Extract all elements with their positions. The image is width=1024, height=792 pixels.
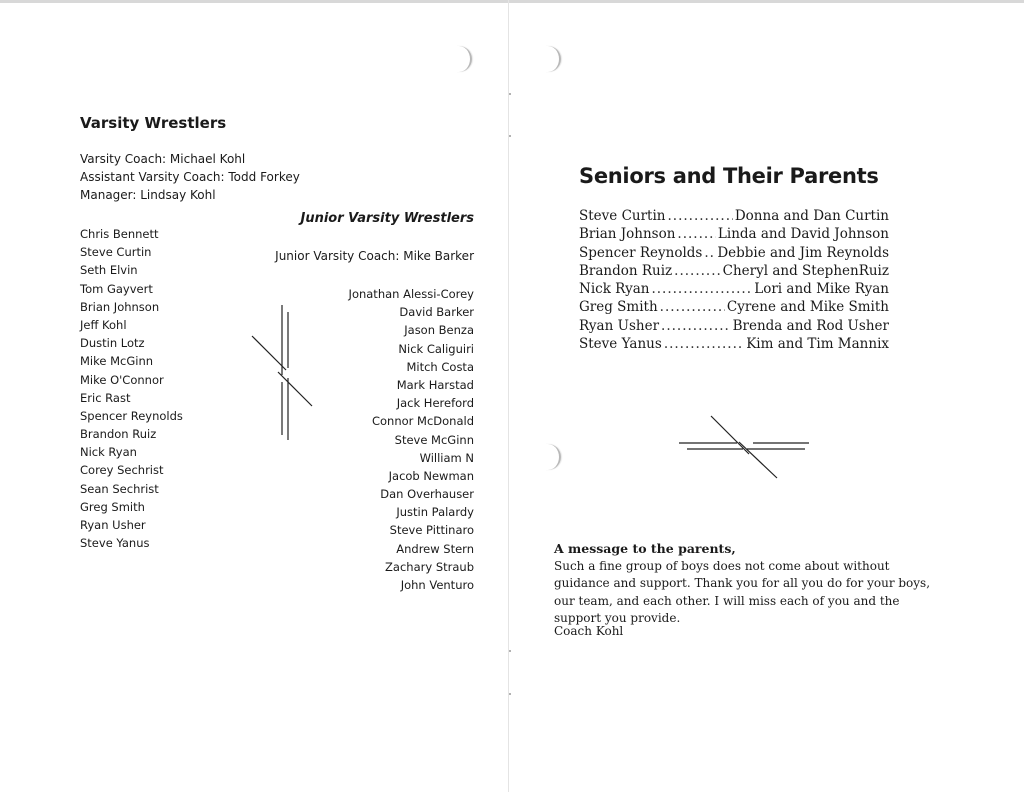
parent-message xyxy=(554,540,944,628)
jv-wrestler-list xyxy=(349,285,474,594)
dot-leader xyxy=(660,298,725,316)
left-page xyxy=(0,0,508,792)
parent-names: Cheryl and StephenRuiz xyxy=(722,262,889,279)
parent-names: Kim and Tim Mannix xyxy=(746,336,889,353)
seniors-title: Seniors and Their Parents xyxy=(579,164,879,188)
senior-name: Brian Johnson xyxy=(579,226,676,243)
varsity-wrestler-list xyxy=(80,225,183,552)
parent-names: Brenda and Rod Usher xyxy=(732,317,889,334)
parent-names: Lori and Mike Ryan xyxy=(754,281,889,298)
dot-leader xyxy=(677,225,716,243)
parent-names: Donna and Dan Curtin xyxy=(734,208,889,224)
senior-name: Steve Yanus xyxy=(579,336,662,353)
varsity-wrestler: Ryan Usher xyxy=(80,518,146,532)
jv-coach: Junior Varsity Coach: Mike Barker xyxy=(275,249,474,263)
message-heading: A message to the parents, xyxy=(554,541,736,556)
decorative-slash-mark xyxy=(677,410,813,480)
varsity-wrestler: Eric Rast xyxy=(80,390,131,405)
senior-row xyxy=(579,298,889,316)
jv-wrestler: David Barker xyxy=(399,305,474,320)
jv-wrestler: Jason Benza xyxy=(404,323,474,338)
senior-name: Greg Smith xyxy=(579,299,658,316)
right-page xyxy=(509,0,1024,792)
jv-title: Junior Varsity Wrestlers xyxy=(300,211,474,226)
jv-wrestler: Connor McDonald xyxy=(371,414,474,429)
parent-names: Linda and David Johnson xyxy=(717,226,889,243)
message-body: Such a fine group of boys does not come about without guidance and support. Thank you for all you do for your boys, our team, and each other. I will miss each of you and the support you provide. xyxy=(554,558,931,625)
punch-hole xyxy=(545,444,561,470)
varsity-wrestler: Mike O'Connor xyxy=(80,372,164,387)
varsity-wrestler: Brandon Ruiz xyxy=(80,427,157,442)
senior-name: Brandon Ruiz xyxy=(579,262,673,279)
parent-names: Debbie and Jim Reynolds xyxy=(717,244,889,261)
varsity-wrestler: Corey Sechrist xyxy=(80,463,164,478)
jv-wrestler: Mitch Costa xyxy=(406,359,474,374)
jv-wrestler: Steve Pittinaro xyxy=(389,523,474,538)
decorative-slash-mark xyxy=(248,300,318,445)
varsity-wrestler: Brian Johnson xyxy=(80,299,160,314)
jv-wrestler: Jack Hereford xyxy=(396,396,474,411)
jv-wrestler: Andrew Stern xyxy=(396,541,474,556)
jv-wrestler: Jacob Newman xyxy=(388,468,474,483)
varsity-wrestler: Dustin Lotz xyxy=(80,336,145,351)
seniors-list xyxy=(579,207,889,353)
dot-leader xyxy=(674,262,720,280)
jv-wrestler: Justin Palardy xyxy=(396,505,474,520)
jv-wrestler: Steve McGinn xyxy=(394,432,474,447)
message-signature: Coach Kohl xyxy=(554,624,624,638)
varsity-wrestler: Sean Sechrist xyxy=(80,481,159,496)
jv-wrestler: John Venturo xyxy=(400,578,474,592)
manager: Manager: Lindsay Kohl xyxy=(80,188,216,202)
jv-wrestler: Dan Overhauser xyxy=(380,487,474,502)
varsity-wrestler: Spencer Reynolds xyxy=(80,408,183,423)
senior-row xyxy=(579,244,889,262)
varsity-wrestler: Seth Elvin xyxy=(80,263,138,278)
varsity-wrestler: Jeff Kohl xyxy=(80,317,127,332)
assistant-varsity-coach: Assistant Varsity Coach: Todd Forkey xyxy=(80,170,300,184)
dot-leader xyxy=(667,207,732,225)
jv-wrestler: William N xyxy=(419,450,474,465)
varsity-wrestler: Chris Bennett xyxy=(80,227,159,241)
jv-wrestler: Zachary Straub xyxy=(385,559,474,574)
senior-name: Steve Curtin xyxy=(579,208,666,224)
senior-row xyxy=(579,317,889,335)
senior-row xyxy=(579,207,889,225)
jv-wrestler: Nick Caliguiri xyxy=(398,341,474,356)
punch-hole xyxy=(545,46,561,72)
varsity-title: Varsity Wrestlers xyxy=(80,114,227,132)
punch-hole xyxy=(456,46,472,72)
varsity-wrestler: Mike McGinn xyxy=(80,354,154,369)
senior-row xyxy=(579,335,889,353)
jv-wrestler: Mark Harstad xyxy=(396,377,474,392)
varsity-wrestler: Nick Ryan xyxy=(80,445,137,460)
varsity-wrestler: Steve Curtin xyxy=(80,245,152,260)
senior-row xyxy=(579,225,889,243)
jv-wrestler: Jonathan Alessi-Corey xyxy=(348,287,474,301)
dot-leader xyxy=(661,317,731,335)
varsity-wrestler: Steve Yanus xyxy=(80,536,150,551)
varsity-wrestler: Tom Gayvert xyxy=(80,281,153,296)
senior-name: Spencer Reynolds xyxy=(579,244,703,261)
senior-name: Ryan Usher xyxy=(579,317,660,334)
dot-leader xyxy=(664,335,744,353)
dot-leader xyxy=(704,244,715,262)
senior-name: Nick Ryan xyxy=(579,281,650,298)
varsity-coach: Varsity Coach: Michael Kohl xyxy=(80,152,246,166)
senior-row xyxy=(579,280,889,298)
varsity-wrestler: Greg Smith xyxy=(80,499,145,514)
parent-names: Cyrene and Mike Smith xyxy=(726,299,889,316)
dot-leader xyxy=(651,280,752,298)
senior-row xyxy=(579,262,889,280)
